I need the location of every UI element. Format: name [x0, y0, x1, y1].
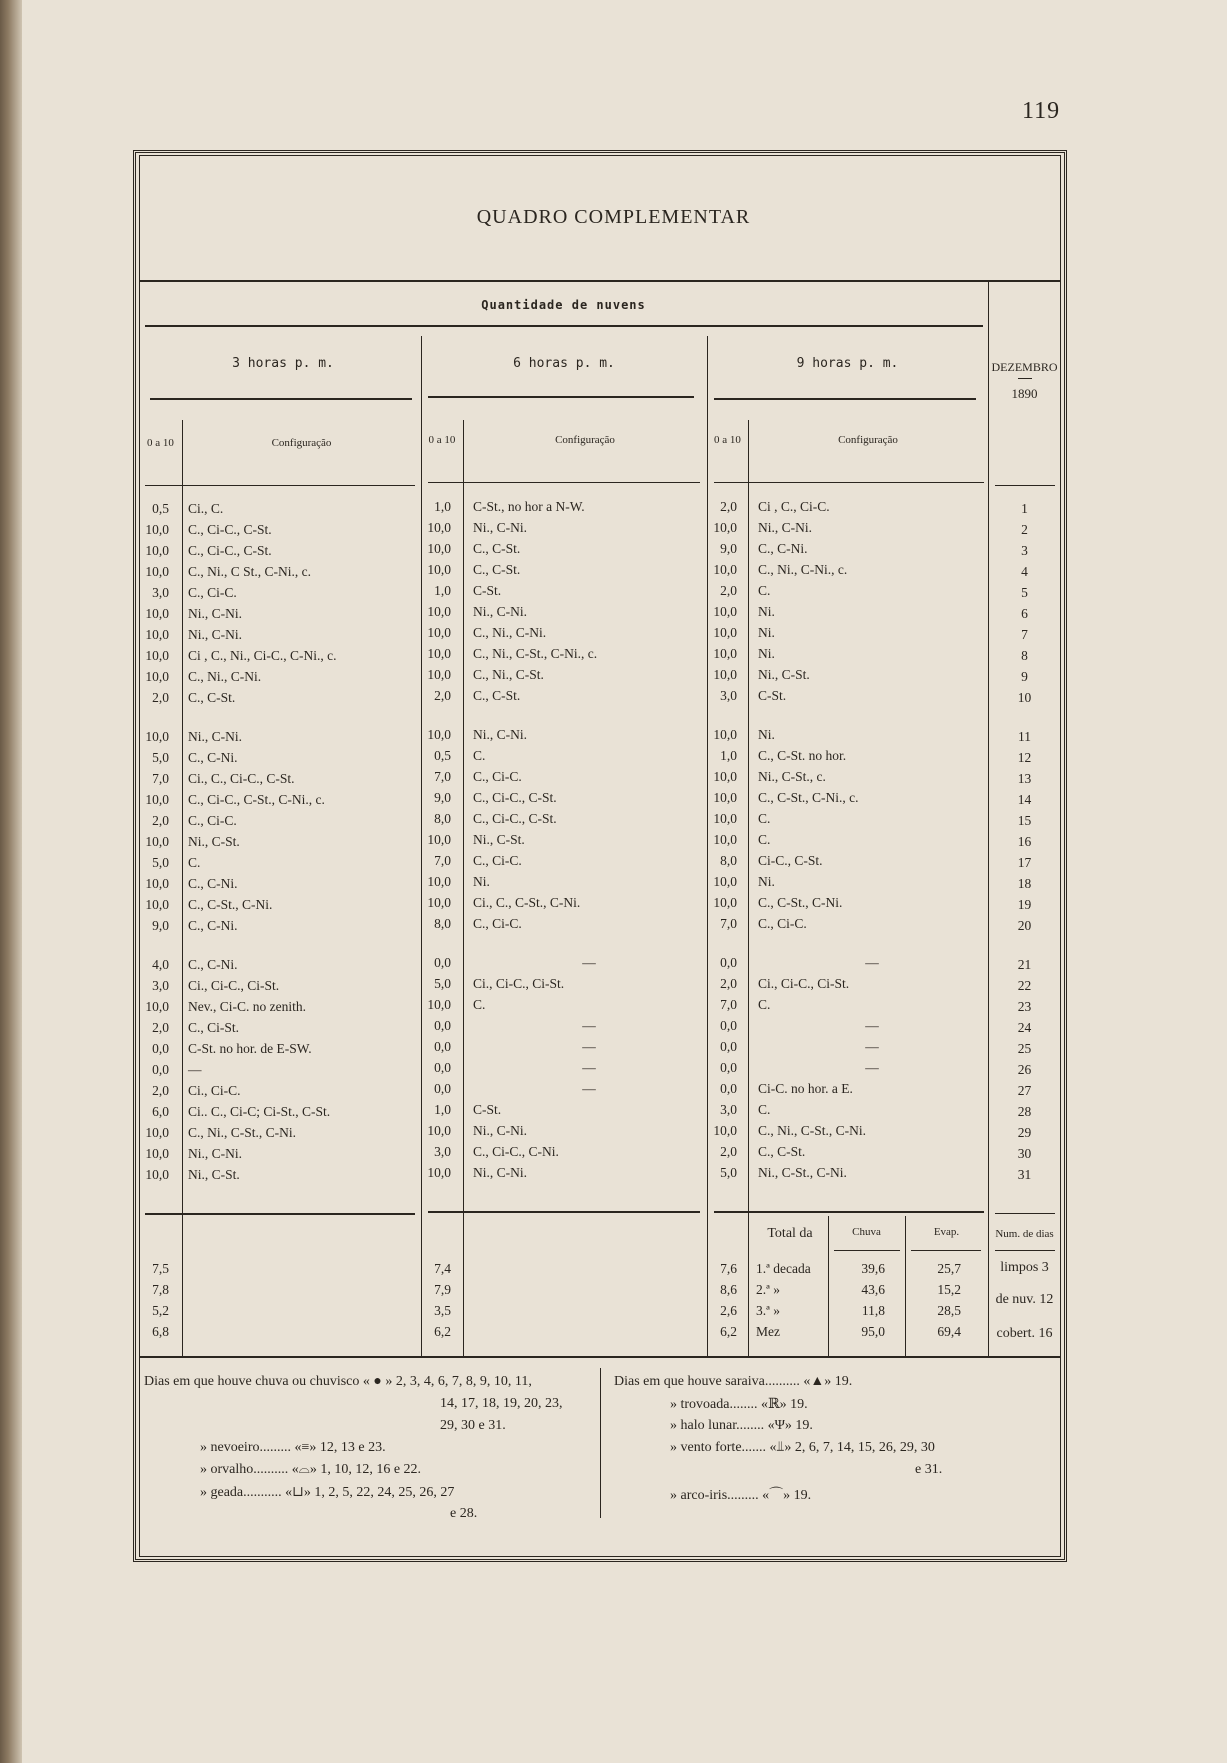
scale-9pm: 10,0	[713, 811, 737, 826]
scale-6pm: 0,0	[434, 1060, 451, 1075]
config-header-6: Configuração	[555, 434, 615, 446]
footer-left-line: e 28.	[450, 1506, 478, 1521]
day-number: 24	[1017, 1020, 1032, 1035]
config-3pm: Ni., C-Ni.	[188, 729, 242, 744]
scale-3pm: 10,0	[145, 792, 169, 807]
scale-9pm: 2,0	[720, 583, 737, 598]
footer-left-line: 14, 17, 18, 19, 20, 23,	[440, 1396, 563, 1411]
config-6pm: C., C-St.	[473, 688, 521, 703]
scale-6pm: 10,0	[427, 997, 451, 1012]
day-number: 9	[1021, 669, 1028, 684]
footer-right-line: » halo lunar........ «Ψ» 19.	[670, 1418, 813, 1433]
config-6pm: C., Ni., C-St., C-Ni., c.	[473, 646, 598, 661]
config-9pm: C., Ni., C-St., C-Ni.	[758, 1123, 867, 1138]
config-3pm: C., C-Ni.	[188, 876, 238, 891]
config-9pm: Ci-C., C-St.	[758, 853, 823, 868]
head-bottom-rule-9	[714, 482, 984, 483]
scale-9pm: 10,0	[713, 625, 737, 640]
scale-6pm: 1,0	[434, 1102, 451, 1117]
page-number: 119	[1022, 98, 1061, 124]
config-6pm: Ci., Ci-C., Ci-St.	[473, 976, 565, 991]
book-spine-shadow	[0, 0, 22, 1763]
scale-9pm: 10,0	[713, 790, 737, 805]
group-rule	[145, 325, 983, 327]
footer-right-line: Dias em que houve saraiva.......... «▲» 19.	[614, 1374, 853, 1389]
config-3pm: Ci.. C., Ci-C; Ci-St., C-St.	[188, 1104, 331, 1119]
config-6pm: Ni.	[473, 874, 490, 889]
config-3pm: C., Ni., C-St., C-Ni.	[188, 1125, 297, 1140]
config-9pm: —	[865, 955, 879, 970]
config-9pm: —	[865, 1018, 879, 1033]
scale-3pm: 3,0	[152, 585, 169, 600]
config-6pm: C., Ci-C., C-St.	[473, 811, 557, 826]
header-3pm: 3 horas p. m.	[232, 356, 334, 371]
summary-6pm: 7,4	[434, 1261, 451, 1276]
config-6pm: C-St.	[473, 583, 502, 598]
scale-6pm: 10,0	[427, 832, 451, 847]
day-number: 21	[1017, 957, 1032, 972]
scale-6pm: 7,0	[434, 769, 451, 784]
config-9pm: Ni.	[758, 874, 775, 889]
config-6pm: C., C-St.	[473, 541, 521, 556]
config-3pm: C., C-Ni.	[188, 918, 238, 933]
scale-9pm: 0,0	[720, 1081, 737, 1096]
summary-9pm: 8,6	[720, 1282, 737, 1297]
scale-6pm: 0,5	[434, 748, 451, 763]
config-3pm: Ci., C., Ci-C., C-St.	[188, 771, 295, 786]
scale-3pm: 10,0	[145, 1125, 169, 1140]
config-9pm: C., C-St.	[758, 1144, 806, 1159]
days-clear: limpos 3	[1000, 1260, 1049, 1275]
scale-3pm: 7,0	[152, 771, 169, 786]
scale-3pm: 5,0	[152, 855, 169, 870]
day-number: 15	[1017, 813, 1032, 828]
scale-9pm: 10,0	[713, 832, 737, 847]
day-number: 26	[1017, 1062, 1032, 1077]
summary-3pm: 7,5	[152, 1261, 169, 1276]
day-number: 18	[1017, 876, 1032, 891]
config-6pm: Ci., C., C-St., C-Ni.	[473, 895, 581, 910]
config-9pm: Ci , C., Ci-C.	[758, 499, 830, 514]
summary-6pm: 6,2	[434, 1324, 451, 1339]
summary-bottom-rule	[139, 1356, 1061, 1358]
config-3pm: Nev., Ci-C. no zenith.	[188, 999, 306, 1014]
summary-3pm: 7,8	[152, 1282, 169, 1297]
config-3pm: C., Ci-St.	[188, 1020, 240, 1035]
chuva-value: 39,6	[861, 1261, 885, 1276]
config-9pm: C.	[758, 997, 771, 1012]
days-overcast: cobert. 16	[996, 1326, 1053, 1341]
config-6pm: —	[582, 1081, 596, 1096]
scale-9pm: 10,0	[713, 769, 737, 784]
day-number: 7	[1021, 627, 1028, 642]
sub-rule-9	[714, 398, 976, 400]
summary-9pm: 7,6	[720, 1261, 737, 1276]
scale-header-6: 0 a 10	[428, 434, 456, 446]
scale-9pm: 10,0	[713, 604, 737, 619]
header-9pm: 9 horas p. m.	[796, 356, 899, 371]
period-label: Mez	[756, 1324, 780, 1339]
config-9pm: C., C-St., C-Ni., c.	[758, 790, 859, 805]
config-9pm: Ni.	[758, 727, 775, 742]
config-3pm: Ni., C-St.	[188, 834, 240, 849]
scale-9pm: 10,0	[713, 895, 737, 910]
chuva-underline	[834, 1250, 900, 1251]
scale-6pm: 8,0	[434, 811, 451, 826]
config-9pm: Ci., Ci-C., Ci-St.	[758, 976, 850, 991]
period-label: 1.ª decada	[756, 1261, 811, 1276]
scale-3pm: 5,0	[152, 750, 169, 765]
footer-left-line: Dias em que houve chuva ou chuvisco « ● » 2, 3, 4, 6, 7, 8, 9, 10, 11,	[144, 1374, 532, 1389]
config-3pm: —	[188, 1062, 202, 1077]
day-number: 31	[1017, 1167, 1032, 1182]
day-number: 6	[1021, 606, 1028, 621]
config-6pm: C., Ci-C., C-St.	[473, 790, 557, 805]
scale-9pm: 10,0	[713, 646, 737, 661]
scale-9pm: 0,0	[720, 1018, 737, 1033]
config-header-3: Configuração	[271, 437, 332, 449]
config-9pm: Ni., C-St., c.	[758, 769, 826, 784]
evap-value: 69,4	[937, 1324, 961, 1339]
scale-3pm: 2,0	[152, 1083, 169, 1098]
scale-3pm: 4,0	[152, 957, 169, 972]
scale-6pm: 10,0	[427, 562, 451, 577]
scale-3pm: 3,0	[152, 978, 169, 993]
config-6pm: C., Ni., C-St.	[473, 667, 544, 682]
day-number: 19	[1017, 897, 1032, 912]
config-6pm: C.	[473, 748, 486, 763]
month-underline	[1018, 378, 1032, 379]
rows-end-rule-day	[995, 1213, 1055, 1214]
scale-3pm: 10,0	[145, 834, 169, 849]
config-3pm: Ni., C-Ni.	[188, 606, 242, 621]
config-6pm: C., Ci-C.	[473, 769, 522, 784]
scale-6pm: 10,0	[427, 1123, 451, 1138]
scale-9pm: 10,0	[713, 727, 737, 742]
scale-9pm: 0,0	[720, 1060, 737, 1075]
summary-3pm: 5,2	[152, 1303, 169, 1318]
config-9pm: Ni.	[758, 646, 775, 661]
summary-6pm: 7,9	[434, 1282, 451, 1297]
evap-value: 28,5	[937, 1303, 961, 1318]
scale-9pm: 10,0	[713, 562, 737, 577]
scale-9pm: 2,0	[720, 976, 737, 991]
day-number: 17	[1017, 855, 1032, 870]
summary-9pm: 6,2	[720, 1324, 737, 1339]
config-9pm: C., C-Ni.	[758, 541, 808, 556]
period-label: 3.ª »	[756, 1303, 780, 1318]
config-3pm: C., Ci-C., C-St., C-Ni., c.	[188, 792, 325, 807]
num-dias-underline	[995, 1250, 1055, 1251]
config-6pm: —	[582, 1060, 596, 1075]
day-number: 1	[1021, 501, 1028, 516]
scale-3pm: 9,0	[152, 918, 169, 933]
footer-left-line: » orvalho.......... «⌓» 1, 10, 12, 16 e 22.	[200, 1462, 422, 1477]
config-6pm: C.	[473, 997, 486, 1012]
day-number: 12	[1017, 750, 1032, 765]
scale-3pm: 0,0	[152, 1041, 169, 1056]
config-6pm: Ni., C-St.	[473, 832, 525, 847]
config-9pm: C.	[758, 1102, 771, 1117]
divider-scale-6	[463, 420, 464, 1356]
scale-6pm: 10,0	[427, 667, 451, 682]
config-9pm: Ni., C-St., C-Ni.	[758, 1165, 847, 1180]
divider-scale-3	[182, 420, 183, 1356]
config-6pm: C., Ci-C.	[473, 916, 522, 931]
sub-rule-6	[428, 396, 694, 398]
day-number: 23	[1017, 999, 1032, 1014]
footer-left-line: » geada........... «⊔» 1, 2, 5, 22, 24, 25, 26, 27	[200, 1485, 455, 1500]
scale-3pm: 2,0	[152, 1020, 169, 1035]
total-label: Total da	[767, 1226, 813, 1241]
head-bottom-rule-day	[995, 485, 1055, 486]
scale-6pm: 10,0	[427, 874, 451, 889]
chuva-value: 43,6	[861, 1282, 885, 1297]
page-title: QUADRO COMPLEMENTAR	[476, 206, 751, 228]
scale-6pm: 10,0	[427, 646, 451, 661]
day-number: 25	[1017, 1041, 1032, 1056]
scale-6pm: 0,0	[434, 1039, 451, 1054]
day-number: 10	[1017, 690, 1032, 705]
header-group-label: Quantidade de nuvens	[481, 298, 646, 312]
day-number: 13	[1017, 771, 1032, 786]
num-dias-label: Num. de dias	[995, 1228, 1054, 1240]
head-bottom-rule-6	[428, 482, 700, 483]
scale-9pm: 9,0	[720, 541, 737, 556]
scale-3pm: 10,0	[145, 522, 169, 537]
scale-6pm: 10,0	[427, 625, 451, 640]
scale-9pm: 10,0	[713, 667, 737, 682]
day-number: 30	[1017, 1146, 1032, 1161]
day-number: 22	[1017, 978, 1032, 993]
header-month: DEZEMBRO	[991, 360, 1058, 374]
config-9pm: Ni.	[758, 604, 775, 619]
chuva-value: 95,0	[861, 1324, 885, 1339]
scale-3pm: 10,0	[145, 627, 169, 642]
scale-9pm: 3,0	[720, 688, 737, 703]
scale-6pm: 0,0	[434, 1081, 451, 1096]
config-3pm: C.	[188, 855, 201, 870]
title-rule	[139, 280, 1061, 282]
scale-9pm: 3,0	[720, 1102, 737, 1117]
evap-underline	[911, 1250, 981, 1251]
scale-3pm: 10,0	[145, 1146, 169, 1161]
summary-3pm: 6,8	[152, 1324, 169, 1339]
config-3pm: C., Ni., C St., C-Ni., c.	[188, 564, 312, 579]
config-3pm: Ci., C.	[188, 501, 224, 516]
config-3pm: Ci., Ci-C., Ci-St.	[188, 978, 280, 993]
footer-left-line: » nevoeiro......... «≡» 12, 13 e 23.	[200, 1440, 386, 1455]
header-6pm: 6 horas p. m.	[513, 356, 615, 371]
chuva-label: Chuva	[852, 1226, 881, 1238]
day-number: 14	[1017, 792, 1032, 807]
scale-9pm: 0,0	[720, 955, 737, 970]
config-6pm: Ni., C-Ni.	[473, 727, 527, 742]
config-6pm: Ni., C-Ni.	[473, 520, 527, 535]
day-number: 28	[1017, 1104, 1032, 1119]
scale-6pm: 9,0	[434, 790, 451, 805]
day-number: 3	[1021, 543, 1028, 558]
scale-6pm: 0,0	[434, 1018, 451, 1033]
scale-3pm: 0,5	[152, 501, 169, 516]
header-year: 1890	[1011, 386, 1038, 401]
rows-end-rule-9	[714, 1211, 984, 1213]
footer-right-line: » arco-iris......... «⌒» 19.	[670, 1488, 812, 1503]
config-9pm: Ni.	[758, 625, 775, 640]
config-6pm: —	[582, 1039, 596, 1054]
config-3pm: C., C-St.	[188, 690, 236, 705]
config-9pm: —	[865, 1039, 879, 1054]
scale-3pm: 10,0	[145, 999, 169, 1014]
day-number: 29	[1017, 1125, 1032, 1140]
config-9pm: —	[865, 1060, 879, 1075]
config-6pm: C-St., no hor a N-W.	[473, 499, 585, 514]
scale-9pm: 2,0	[720, 1144, 737, 1159]
config-3pm: C., C-Ni.	[188, 957, 238, 972]
scale-3pm: 10,0	[145, 876, 169, 891]
config-9pm: C-St.	[758, 688, 787, 703]
days-cloudy: de nuv. 12	[995, 1292, 1054, 1307]
scale-3pm: 6,0	[152, 1104, 169, 1119]
config-3pm: Ci., Ci-C.	[188, 1083, 241, 1098]
scale-3pm: 10,0	[145, 669, 169, 684]
scale-9pm: 1,0	[720, 748, 737, 763]
day-number: 4	[1021, 564, 1028, 579]
config-3pm: Ci , C., Ni., Ci-C., C-Ni., c.	[188, 648, 337, 663]
config-3pm: C., C-Ni.	[188, 750, 238, 765]
config-3pm: C-St. no hor. de E-SW.	[188, 1041, 312, 1056]
evap-value: 15,2	[937, 1282, 961, 1297]
day-number: 16	[1017, 834, 1032, 849]
scale-6pm: 5,0	[434, 976, 451, 991]
config-6pm: Ni., C-Ni.	[473, 1123, 527, 1138]
scale-9pm: 10,0	[713, 1123, 737, 1138]
config-9pm: C.	[758, 583, 771, 598]
scale-3pm: 10,0	[145, 897, 169, 912]
config-3pm: C., Ci-C.	[188, 585, 237, 600]
config-6pm: —	[582, 1018, 596, 1033]
scale-6pm: 1,0	[434, 499, 451, 514]
day-number: 8	[1021, 648, 1028, 663]
footer-divider	[600, 1368, 601, 1518]
config-3pm: C., Ci-C., C-St.	[188, 543, 272, 558]
scale-3pm: 0,0	[152, 1062, 169, 1077]
scale-3pm: 10,0	[145, 648, 169, 663]
rows-end-rule-6	[428, 1211, 700, 1213]
scale-6pm: 10,0	[427, 520, 451, 535]
head-bottom-rule-3	[145, 485, 415, 486]
scale-header-9: 0 a 10	[714, 434, 741, 446]
scale-header-3: 0 a 10	[147, 437, 174, 449]
scale-9pm: 10,0	[713, 874, 737, 889]
footer-right-line: » trovoada........ «ℝ» 19.	[670, 1397, 808, 1412]
scale-3pm: 10,0	[145, 543, 169, 558]
scale-6pm: 1,0	[434, 583, 451, 598]
scale-3pm: 10,0	[145, 729, 169, 744]
config-3pm: C., Ci-C.	[188, 813, 237, 828]
scale-3pm: 2,0	[152, 690, 169, 705]
footer-right-line: » vento forte....... «⫫» 2, 6, 7, 14, 15, 26, 29, 30	[670, 1440, 935, 1455]
config-9pm: C., Ci-C.	[758, 916, 807, 931]
scale-6pm: 10,0	[427, 604, 451, 619]
scale-6pm: 10,0	[427, 541, 451, 556]
scale-6pm: 10,0	[427, 1165, 451, 1180]
divider-scale-9	[748, 420, 749, 1356]
config-9pm: Ni., C-St.	[758, 667, 810, 682]
sub-rule-3	[150, 398, 412, 400]
config-9pm: C.	[758, 811, 771, 826]
evap-value: 25,7	[937, 1261, 961, 1276]
scale-3pm: 10,0	[145, 564, 169, 579]
scale-9pm: 2,0	[720, 499, 737, 514]
rows-end-rule-3	[145, 1213, 415, 1215]
scale-6pm: 10,0	[427, 727, 451, 742]
scale-6pm: 8,0	[434, 916, 451, 931]
config-9pm: C.	[758, 832, 771, 847]
day-number: 5	[1021, 585, 1028, 600]
day-number: 11	[1018, 729, 1031, 744]
scale-3pm: 2,0	[152, 813, 169, 828]
config-9pm: Ni., C-Ni.	[758, 520, 812, 535]
config-9pm: Ci-C. no hor. a E.	[758, 1081, 853, 1096]
config-3pm: C., Ni., C-Ni.	[188, 669, 262, 684]
chuva-value: 11,8	[861, 1303, 885, 1318]
footer-left-line: 29, 30 e 31.	[440, 1418, 506, 1433]
config-3pm: Ni., C-Ni.	[188, 627, 242, 642]
day-number: 27	[1017, 1083, 1032, 1098]
summary-6pm: 3,5	[434, 1303, 451, 1318]
scale-6pm: 3,0	[434, 1144, 451, 1159]
scale-9pm: 10,0	[713, 520, 737, 535]
evap-label: Evap.	[933, 1226, 960, 1238]
config-6pm: C-St.	[473, 1102, 502, 1117]
scale-9pm: 8,0	[720, 853, 737, 868]
config-6pm: C., Ci-C.	[473, 853, 522, 868]
scale-6pm: 2,0	[434, 688, 451, 703]
footer-right-line: e 31.	[915, 1462, 943, 1477]
config-header-9: Configuração	[838, 434, 898, 446]
period-label: 2.ª »	[756, 1282, 780, 1297]
config-6pm: C., Ci-C., C-Ni.	[473, 1144, 559, 1159]
scale-6pm: 7,0	[434, 853, 451, 868]
scale-6pm: 10,0	[427, 895, 451, 910]
scale-6pm: 0,0	[434, 955, 451, 970]
scale-3pm: 10,0	[145, 1167, 169, 1182]
scale-9pm: 7,0	[720, 997, 737, 1012]
config-6pm: Ni., C-Ni.	[473, 604, 527, 619]
config-9pm: C., C-St., C-Ni.	[758, 895, 843, 910]
config-3pm: C., C-St., C-Ni.	[188, 897, 273, 912]
scale-9pm: 5,0	[720, 1165, 737, 1180]
config-6pm: Ni., C-Ni.	[473, 1165, 527, 1180]
config-6pm: C., C-St.	[473, 562, 521, 577]
config-3pm: C., Ci-C., C-St.	[188, 522, 272, 537]
scale-3pm: 10,0	[145, 606, 169, 621]
summary-9pm: 2,6	[720, 1303, 737, 1318]
scale-9pm: 0,0	[720, 1039, 737, 1054]
config-6pm: C., Ni., C-Ni.	[473, 625, 547, 640]
config-3pm: Ni., C-St.	[188, 1167, 240, 1182]
config-3pm: Ni., C-Ni.	[188, 1146, 242, 1161]
config-9pm: C., Ni., C-Ni., c.	[758, 562, 848, 577]
config-6pm: —	[582, 955, 596, 970]
config-9pm: C., C-St. no hor.	[758, 748, 847, 763]
scale-9pm: 7,0	[720, 916, 737, 931]
day-number: 2	[1021, 522, 1028, 537]
day-number: 20	[1017, 918, 1032, 933]
